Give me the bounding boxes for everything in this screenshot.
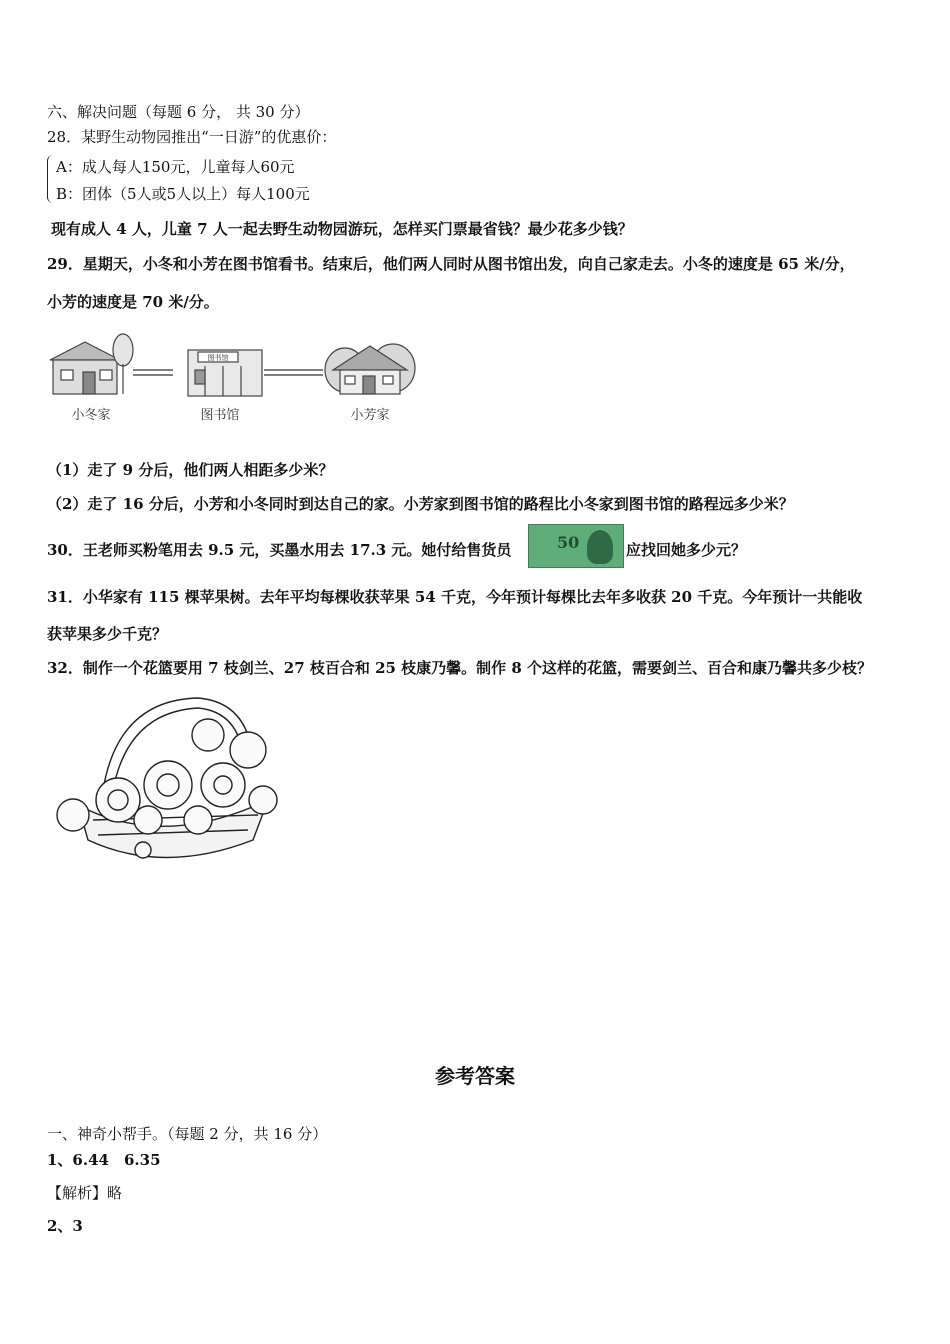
- q31-line2: 获苹果多少千克？: [47, 625, 168, 643]
- label-library: 图书馆: [200, 408, 240, 423]
- section-header: 六、解决问题（每题 6 分， 共 30 分）: [47, 103, 310, 121]
- q29-sub2: （2）走了 16 分后，小芳和小冬同时到达自己的家。小芳家到图书馆的路程比小冬家到图书馆的路程远多少米？: [47, 495, 794, 513]
- q30-text-before: 30．王老师买粉笔用去 9.5 元，买墨水用去 17.3 元。她付给售货员: [47, 541, 512, 559]
- house-icon: [50, 334, 133, 394]
- q28-question: 现有成人 4 人，儿童 7 人一起去野生动物园游玩，怎样买门票最省钱？最少花多少钱？: [51, 220, 633, 238]
- house-icon: [325, 344, 415, 394]
- q28-option-a: A：成人每人150元，儿童每人60元: [56, 158, 295, 176]
- q32-text: 32．制作一个花篮要用 7 枝剑兰、27 枝百合和 25 枝康乃馨。制作 8 个这样的花篮，需要剑兰、百合和康乃馨共多少枝？: [47, 659, 873, 677]
- q29-stem-line1: 29．星期天，小冬和小芳在图书馆看书。结束后，他们两人同时从图书馆出发，向自己家走去。小冬的速度是 65 米/分，: [47, 255, 855, 273]
- portrait-icon: [587, 530, 613, 564]
- answer-2: 2、3: [47, 1217, 83, 1235]
- route-diagram: [45, 330, 425, 400]
- q28-option-b: B：团体（5人或5人以上）每人100元: [56, 185, 310, 203]
- q29-sub1: （1）走了 9 分后，他们两人相距多少米？: [47, 461, 334, 479]
- banknote-image: [528, 524, 624, 568]
- q28-stem: 28．某野生动物园推出“一日游”的优惠价：: [47, 128, 337, 146]
- brace-icon: [47, 155, 56, 203]
- answer-1: 1、6.44 6.35: [47, 1151, 161, 1169]
- answers-section1-header: 一、神奇小帮手。（每题 2 分，共 16 分）: [47, 1125, 328, 1143]
- library-sign: 图书馆: [207, 354, 229, 362]
- label-xiaofang-home: 小芳家: [350, 408, 390, 423]
- answer-1-analysis: 【解析】略: [47, 1184, 123, 1202]
- flower-basket-icon: [48, 690, 280, 865]
- label-xiaodong-home: 小冬家: [71, 408, 111, 423]
- q31-line1: 31．小华家有 115 棵苹果树。去年平均每棵收获苹果 54 千克，今年预计每棵比去年多收获 20 千克。今年预计一共能收: [47, 588, 863, 606]
- banknote-value: 50: [557, 533, 580, 552]
- q30-text-after: 应找回她多少元？: [626, 541, 747, 559]
- answers-title: 参考答案: [435, 1064, 515, 1088]
- q29-stem-line2: 小芳的速度是 70 米/分。: [47, 293, 219, 311]
